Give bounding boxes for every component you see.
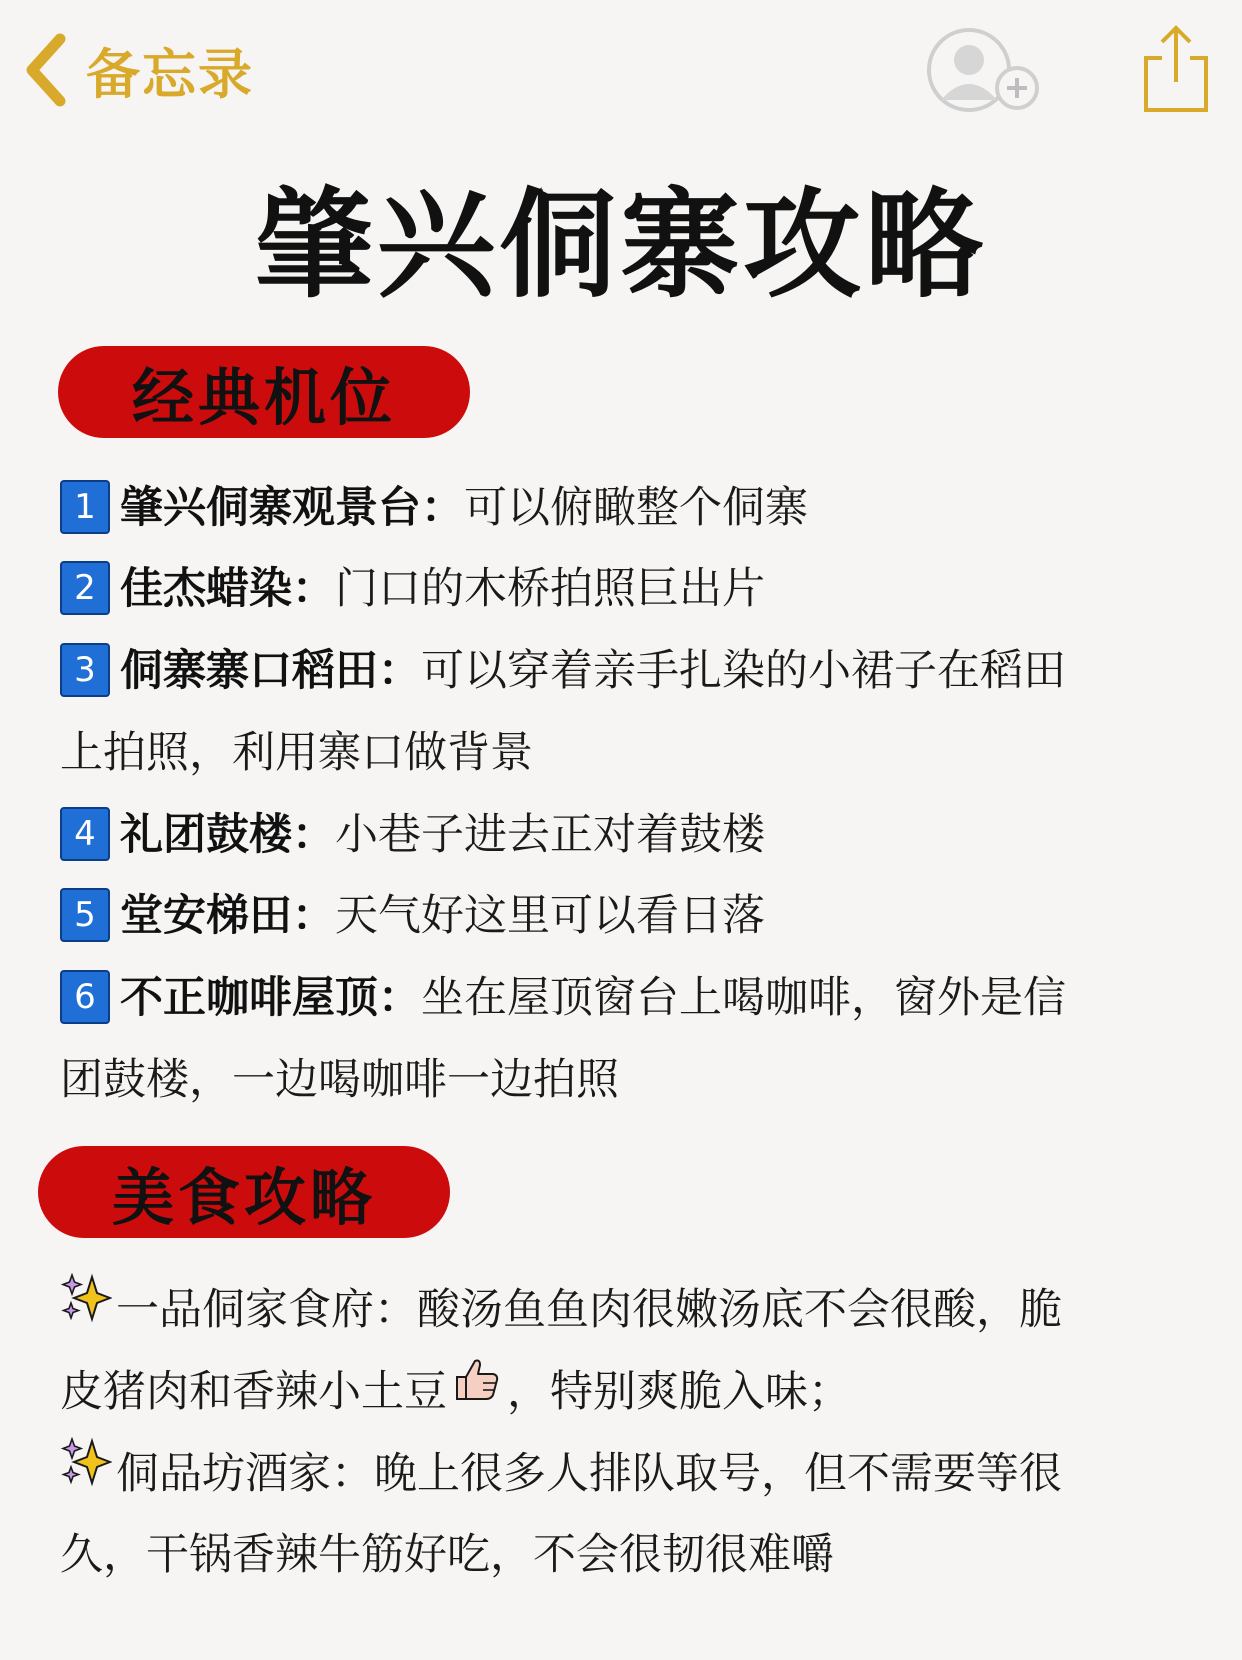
section-heading-food: 美食攻略 [38,1146,450,1238]
sparkles-icon [60,1269,112,1349]
spot-desc: 可以俯瞰整个侗寨 [464,483,808,533]
number-badge: 2 [60,561,110,615]
list-item-continuation: 久，干锅香辣牛筋好吃，不会很韧很难嚼 [60,1530,834,1580]
restaurant-text: 侗品坊酒家：晚上很多人排队取号，但不需要等很 [116,1449,1062,1499]
spot-desc: 小巷子进去正对着鼓楼 [335,810,765,860]
number-badge: 1 [60,480,110,534]
spot-name: 佳杰蜡染： [120,564,335,614]
number-badge: 6 [60,970,110,1024]
spot-name: 堂安梯田： [120,891,335,941]
spot-name: 肇兴侗寨观景台： [120,483,464,533]
share-button[interactable] [1140,22,1212,122]
sparkles-icon [60,1433,112,1513]
list-item-continuation [60,1352,1190,1432]
restaurant-text-cont: 皮猪肉和香辣小土豆 [60,1367,447,1417]
list-item [60,468,1190,548]
list-item [60,795,1190,875]
add-person-icon [925,103,1043,122]
spot-desc: 门口的木桥拍照巨出片 [335,564,765,614]
back-label: 备忘录 [86,42,254,106]
spot-desc: 天气好这里可以看日落 [335,891,765,941]
note-title: 肇兴侗寨攻略 [254,176,987,314]
list-item [60,1270,1190,1350]
back-button[interactable] [22,30,254,110]
list-item-continuation: 团鼓楼，一边喝咖啡一边拍照 [60,1055,619,1105]
add-person-button[interactable] [925,26,1043,122]
list-item [60,631,1190,711]
chevron-left-icon [22,33,68,107]
spot-desc: 坐在屋顶窗台上喝咖啡，窗外是信 [421,973,1066,1023]
spot-desc: 可以穿着亲手扎染的小裙子在稻田 [421,646,1066,696]
list-item [60,876,1190,956]
list-item [60,1434,1190,1514]
number-badge: 3 [60,643,110,697]
number-badge: 5 [60,888,110,942]
thumbs-up-icon [453,1349,501,1429]
restaurant-text: 一品侗家食府：酸汤鱼鱼肉很嫩汤底不会很酸，脆 [116,1285,1062,1335]
section-heading-photo-spots: 经典机位 [58,346,470,438]
navigation-bar [0,0,1242,160]
spot-name: 礼团鼓楼： [120,810,335,860]
spot-name: 侗寨寨口稻田： [120,646,421,696]
spot-name: 不正咖啡屋顶： [120,973,421,1023]
share-icon [1140,103,1212,122]
restaurant-text-cont: ，特别爽脆入味； [507,1367,851,1417]
list-item [60,549,1190,629]
list-item-continuation: 上拍照，利用寨口做背景 [60,728,533,778]
list-item [60,958,1190,1038]
number-badge: 4 [60,807,110,861]
